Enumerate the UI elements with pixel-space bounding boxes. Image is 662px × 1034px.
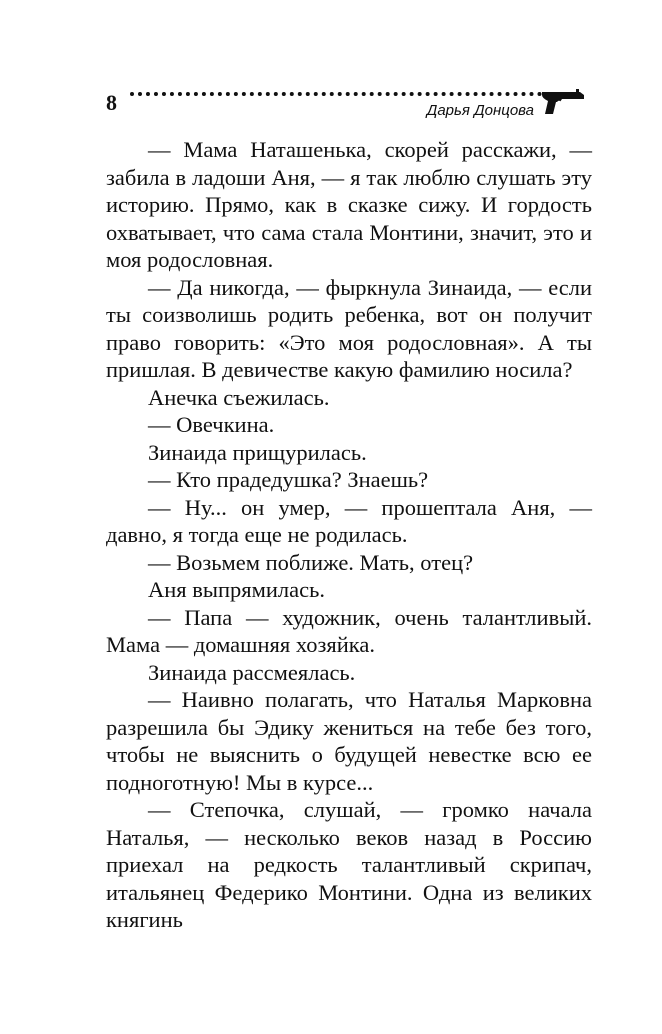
paragraph: Анечка съежилась. bbox=[148, 384, 330, 410]
paragraph: — Наивно полагать, что Наталья Марковна разрешила бы Эдику жениться на тебе без того, чтобы не выяснить о будущей невестке всю ее подноготную! Мы в курсе... bbox=[106, 687, 592, 795]
paragraph: — Степочка, слушай, — громко начала Наталья, — несколько веков назад в Россию приехал на редкость талантливый скрипач, итальянец Федерико Монтини. Одна из великих княгинь bbox=[106, 797, 592, 932]
paragraph: — Кто прадедушка? Знаешь? bbox=[148, 467, 429, 492]
body-text bbox=[106, 136, 592, 934]
page-number: 8 bbox=[106, 90, 117, 115]
paragraph: Зинаида прищурилась. bbox=[148, 439, 367, 465]
paragraph: Зинаида рассмеялась. bbox=[148, 659, 356, 685]
paragraph: — Овечкина. bbox=[148, 412, 275, 437]
paragraph: — Ну... он умер, — прошептала Аня, — давно, я тогда еще не родилась. bbox=[106, 494, 592, 547]
paragraph: Аня выпрямилась. bbox=[148, 577, 326, 602]
page-header bbox=[106, 82, 592, 122]
paragraph: — Возьмем поближе. Мать, отец? bbox=[148, 549, 474, 575]
paragraph: — Папа — художник, очень талантливый. Мама — домашняя хозяйка. bbox=[106, 604, 592, 657]
paragraph: — Мама Наташенька, скорей расскажи, — забила в ладоши Аня, — я так люблю слушать эту историю. Прямо, как в сказке сижу. И гордость охватывает, что сама стала Монтини, значит, это и моя родословная. bbox=[106, 137, 592, 272]
dotted-rule bbox=[130, 82, 542, 96]
paragraph: — Да никогда, — фыркнула Зинаида, — если ты соизволишь родить ребенка, вот он получит право говорить: «Это моя родословная». А ты пришлая. В девичестве какую фамилию носила? bbox=[106, 274, 592, 382]
running-head-author: Дарья Донцова bbox=[426, 102, 534, 119]
revolver-icon bbox=[540, 86, 586, 116]
